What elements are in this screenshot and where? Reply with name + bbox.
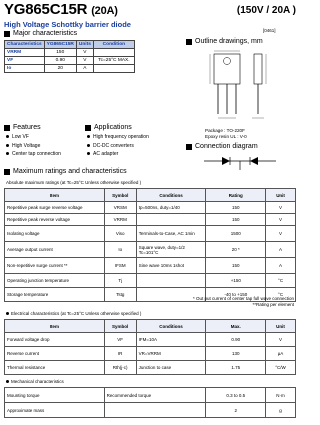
table-header-row: Characteristics YG865C15R Units Condition	[5, 41, 135, 49]
table-row: Storage temperature Tstg -40 to +150 °C	[5, 288, 296, 302]
connection-diagram-figure	[200, 153, 280, 173]
outline-drawing-figure	[190, 48, 298, 128]
diode-symbol-icon	[222, 157, 230, 165]
dot-bullet-icon	[87, 152, 90, 155]
square-bullet-icon	[4, 125, 10, 131]
part-title	[4, 1, 118, 18]
mechanical-heading: Mechanical characteristics	[6, 379, 64, 384]
voltage-current-rating: (150V / 20A )	[236, 5, 296, 16]
dot-bullet-icon	[87, 144, 90, 147]
absolute-max-note: Absolute maximum ratings (at Tc=25°C Unless otherwise specified )	[6, 180, 142, 185]
square-bullet-icon	[4, 169, 10, 175]
max-ratings-table	[4, 188, 296, 302]
electrical-table	[4, 319, 296, 375]
table-row: Io 20 A	[5, 65, 135, 73]
square-bullet-icon	[186, 39, 192, 45]
square-bullet-icon	[186, 144, 192, 150]
table-row: Approximate mass 2 g	[5, 403, 296, 418]
package-info: Package : TO-220F Epoxy resin UL : V-0	[205, 128, 247, 139]
features-heading: Features	[4, 124, 41, 131]
table-row: Operating junction temperature Tj +150 °C	[5, 274, 296, 288]
subtitle: High Voltage Schottky barrier diode	[4, 20, 131, 29]
part-rating: (20A)	[91, 5, 118, 17]
table-row: Non-repetitive surge current ** IFSM Sine wave 10ms 1shot 150 A	[5, 258, 296, 274]
dot-bullet-icon	[6, 135, 9, 138]
max-ratings-heading: Maximum ratings and characteristics	[4, 168, 127, 175]
table-row: VF 0.90 V Tc=25°C MAX.	[5, 57, 135, 65]
table-row: Isolating voltage Viso Terminals-to-Case, AC 1min 1500 V	[5, 226, 296, 242]
applications-heading: Applications	[85, 124, 132, 131]
ratings-footnotes: * Out put current of center tap full wave connection **Rating per element	[192, 296, 294, 307]
part-number: YG865C15R	[4, 1, 88, 18]
square-bullet-icon	[4, 31, 10, 37]
table-row: Mounting torque Recommended torque 0.3 to 0.5 N·m	[5, 388, 296, 403]
table-row: Thermal resistance Rth(j-c) Junction to case 1.75 °C/W	[5, 361, 296, 375]
list-item: Low VF	[6, 133, 61, 142]
dot-bullet-icon	[6, 144, 9, 147]
list-item: AC adapter	[87, 150, 149, 159]
list-item: High frequency operation	[87, 133, 149, 142]
list-item: Center tap connection	[6, 150, 61, 159]
features-list	[6, 133, 61, 159]
applications-list	[87, 133, 149, 159]
outline-drawings-heading: Outline drawings, mm	[186, 38, 263, 45]
dot-bullet-icon	[6, 312, 9, 315]
dot-bullet-icon	[6, 152, 9, 155]
mechanical-table	[4, 387, 296, 418]
dot-bullet-icon	[6, 380, 9, 383]
table-header-row: Item Symbol Conditions Max. Unit	[5, 320, 296, 333]
dot-bullet-icon	[87, 135, 90, 138]
table-row: Average output current Io Square wave, duty=1/2 Tc=101°C 20 * A	[5, 242, 296, 258]
diode-symbol-icon	[250, 157, 258, 165]
electrical-heading: Electrical characteristics (at Tc=25°C Unless otherwise specified )	[6, 311, 141, 316]
list-item: DC-DC converters	[87, 142, 149, 151]
table-row: Forward voltage drop VF IFM=10A 0.90 V	[5, 333, 296, 347]
table-row: Reverse current IR VR=VRRM 130 μA	[5, 347, 296, 361]
list-item: High Voltage	[6, 142, 61, 151]
table-header-row: Item Symbol Conditions Rating Unit	[5, 189, 296, 202]
major-characteristics-heading: Major characteristics	[4, 30, 77, 37]
table-row: Repetitive peak reverse voltage VRRM 150 V	[5, 214, 296, 226]
table-row: Repetitive peak surge reverse voltage VRSM tp=500ns, duty=1/40 150 V	[5, 202, 296, 214]
major-characteristics-table	[4, 40, 135, 73]
table-row: VRRM 150 V	[5, 49, 135, 57]
document-ref: [0461]	[263, 28, 276, 33]
connection-diagram-heading: Connection diagram	[186, 143, 258, 150]
square-bullet-icon	[85, 125, 91, 131]
